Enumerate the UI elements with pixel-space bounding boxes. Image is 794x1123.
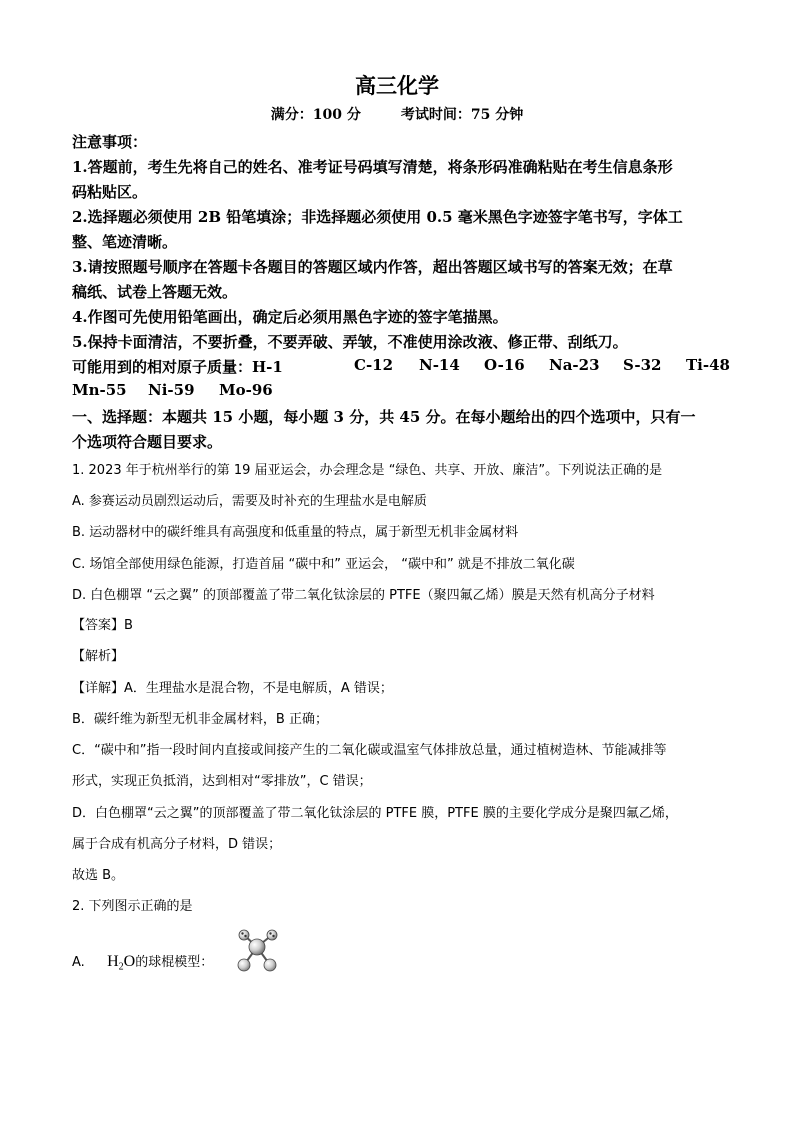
page-title: 高三化学 xyxy=(355,73,439,98)
answer-label: 【答案】B xyxy=(72,618,133,633)
option-letter: A. xyxy=(72,955,85,970)
atomic-mass-label: 可能用到的相对原子质量：H-1 xyxy=(72,358,283,376)
atomic-mass-item: N-14 xyxy=(419,356,460,374)
atomic-mass-item: Mn-55 xyxy=(72,381,127,399)
atomic-mass-row xyxy=(72,356,732,376)
question-1-option-b: B. 运动器材中的碳纤维具有高强度和低重量的特点，属于新型无机非金属材料 xyxy=(72,525,519,540)
ball-and-stick-model-image xyxy=(234,927,282,975)
question-1-stem: 1. 2023 年于杭州举行的第 19 届亚运会，办会理念是 “绿色、共享、开放、廉洁”。下列说法正确的是 xyxy=(72,463,663,478)
note-line: 3.请按照题号顺序在答题卡各题目的答题区域内作答，超出答题区域书写的答案无效；在草 xyxy=(72,258,673,276)
note-line: 5.保持卡面清洁，不要折叠，不要弄破、弄皱，不准使用涂改液、修正带、刮纸刀。 xyxy=(72,333,628,351)
detail-line: 属于合成有机高分子材料，D 错误； xyxy=(72,837,282,852)
question-1-option-c: C. 场馆全部使用绿色能源，打造首届 “碳中和” 亚运会， “碳中和” 就是不排放二氧化碳 xyxy=(72,557,575,572)
atomic-mass-item: S-32 xyxy=(623,356,662,374)
note-line: 2.选择题必须使用 2B 铅笔填涂；非选择题必须使用 0.5 毫米黑色字迹签字笔书写，字体工 xyxy=(72,208,683,226)
section-heading-cont: 个选项符合题目要求。 xyxy=(72,433,223,451)
note-line: 码粘贴区。 xyxy=(72,183,148,201)
exam-info xyxy=(0,104,794,124)
notes-heading: 注意事项： xyxy=(72,133,148,151)
exam-time: 考试时间：75 分钟 xyxy=(400,107,524,123)
formula-o: O xyxy=(123,953,136,970)
note-line: 4.作图可先使用铅笔画出，确定后必须用黑色字迹的签字笔描黑。 xyxy=(72,308,508,326)
section-heading: 一、选择题：本题共 15 小题，每小题 3 分，共 45 分。在每小题给出的四个选项中，只有一 xyxy=(72,408,696,426)
atomic-mass-item: Ti-48 xyxy=(686,356,730,374)
atomic-mass-item: O-16 xyxy=(484,356,525,374)
detail-line: 【详解】A．生理盐水是混合物，不是电解质，A 错误； xyxy=(72,681,393,696)
question-2-option-a xyxy=(72,951,213,973)
formula-h: H xyxy=(107,953,119,970)
note-line: 稿纸、试卷上答题无效。 xyxy=(72,283,238,301)
detail-line: D．白色棚罩“云之翼”的顶部覆盖了带二氧化钛涂层的 PTFE 膜，PTFE 膜的主要化学成分是聚四氟乙烯， xyxy=(72,806,678,821)
option-text: 的球棍模型： xyxy=(135,955,214,970)
detail-line: 形式，实现正负抵消，达到相对“零排放”，C 错误； xyxy=(72,774,372,789)
note-line: 1.答题前，考生先将自己的姓名、准考证号码填写清楚，将条形码准确粘贴在考生信息条形 xyxy=(72,158,673,176)
full-score: 满分：100 分 xyxy=(270,107,361,123)
note-line: 整、笔迹清晰。 xyxy=(72,233,178,251)
atomic-mass-row-2 xyxy=(72,381,372,401)
atomic-mass-item: Ni-59 xyxy=(148,381,195,399)
atomic-mass-item: Mo-96 xyxy=(219,381,273,399)
atomic-mass-item: C-12 xyxy=(354,356,394,374)
question-2-stem: 2. 下列图示正确的是 xyxy=(72,899,193,914)
analysis-label: 【解析】 xyxy=(72,649,125,664)
detail-line: C．“碳中和”指一段时间内直接或间接产生的二氧化碳或温室气体排放总量，通过植树造林、节能减排等 xyxy=(72,743,667,758)
question-1-option-a: A. 参赛运动员剧烈运动后，需要及时补充的生理盐水是电解质 xyxy=(72,494,427,509)
question-1-option-d: D. 白色棚罩 “云之翼” 的顶部覆盖了带二氧化钛涂层的 PTFE（聚四氟乙烯）膜是天然有机高分子材料 xyxy=(72,588,655,603)
formula-subscript: 2 xyxy=(118,961,124,973)
atomic-mass-item: Na-23 xyxy=(549,356,600,374)
detail-line: 故选 B。 xyxy=(72,868,125,883)
detail-line: B．碳纤维为新型无机非金属材料，B 正确； xyxy=(72,712,328,727)
